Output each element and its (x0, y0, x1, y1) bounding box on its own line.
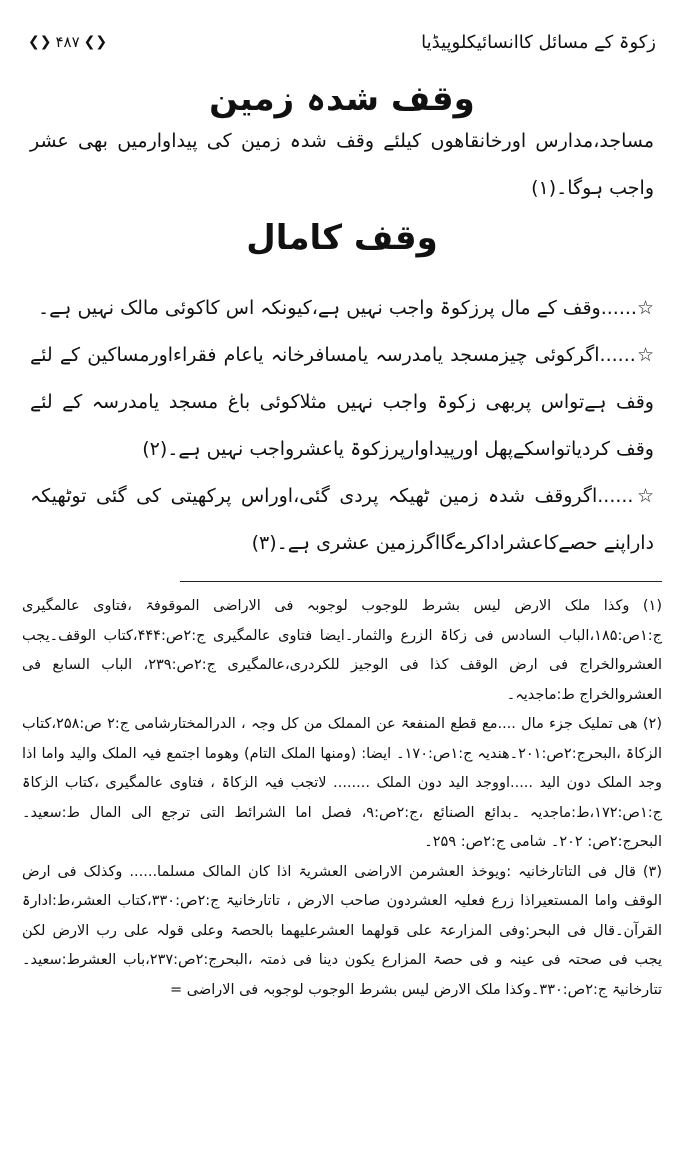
page-header (28, 24, 656, 60)
ornament-right-icon: ❮❯ (83, 34, 108, 50)
footnote-3: (۳) قال فی التاتارخانیہ :ویوخذ العشرمن الاراضی العشریۃ اذا کان المالک مسلما...... وکذلک فی ارض الوقف واما المستعیراذا زرع فعلیہ العشردون صاحب الارض ، تاتارخانیۃ ج:۲ص:۳۳۰،کتاب العشر،ط:ادارۃ القرآن۔قال فی البحر:وفی المزارعۃ علی قولھما العشرعلیھما بالحصۃ وعلی قولہ علی رب الارض لکن یجب فی صحتہ فی عینہ و فی حصۃ المزارع یکون دینا فی ذمتہ ،البحرج:۲ص:۲۳۷،باب العشرط:سعید۔تتارخانیۃ ج:۲ص:۳۳۰۔وکذا ملک الارض لیس بشرط الوجوب لوجوبہ فی الاراضی = (22, 863, 662, 998)
paragraph-waqf-land: مساجد،مدارس اورخانقاھوں کیلئے وقف شدہ زمین کی پیداوارمیں بھی عشر واجب ہوگا۔(۱) (30, 130, 654, 199)
footnote-2: (۲) ھی تملیک جزء مال ....مع قطع المنفعۃ عن المملک من کل وجہ ، الدرالمختارشامی ج:۲ ص:۲۵۸،کتاب الزکاۃ ،البحرج:۲ص:۲۰۱۔ھندیہ ج:۱ص:۱۷۰۔ ایضا: (ومنھا الملک التام) وھوما اجتمع فیہ الملک والید واما اذا وجد الملک دون الید .....اووجد الید دون الملک ........ لاتجب فیہ الزکاۃ ، فتاوی عالمگیری ،کتاب الزکاۃ ج:۱ص:۱۷۲،ط:ماجدیہ ۔بدائع الصنائع ،ج:۲ص:۹، فصل اما الشرائط التی ترجع الی المال ط:سعید۔ البحرج:۲ص: ۲۰۲۔ شامی ج:۲ص: ۲۵۹۔ (22, 716, 663, 850)
footnote-divider (180, 581, 662, 582)
book-title: زکوۃ کے مسائل کاانسائیکلوپیڈیا (421, 31, 656, 53)
paragraph-item-1: ☆......وقف کے مال پرزکوۃ واجب نہیں ہے،کیونکہ اس کاکوئی مالک نہیں ہے۔ (38, 297, 654, 319)
ornament-left-icon: ❮❯ (28, 34, 52, 50)
section-heading-waqf-land: وقف شدہ زمین (209, 79, 475, 119)
footnotes (22, 592, 662, 1005)
section-heading-waqf-property: وقف کامال (246, 218, 438, 258)
page-number-box (28, 33, 107, 51)
paragraph-item-3: ☆......اگروقف شدہ زمین ٹھیکہ پردی گئی،اوراس پرکھیتی کی گئی توٹھیکہ داراپنے حصےکاعشراداکرےگااگرزمین عشری ہے۔(۳) (30, 485, 654, 554)
footnote-1: (۱) وکذا ملک الارض لیس بشرط للوجوب لوجوبہ فی الاراضی الموقوفۃ ،فتاوی عالمگیری ج:۱ص:۱۸۵،الباب السادس فی زکاۃ الزرع والثمار۔ایضا فتاوی عالمگیری ج:۲ص:۴۴۴،کتاب الوقف۔یجب العشروالخراج فی ارض الوقف کذا فی الوجیز للکردری،عالمگیری ج:۲ص:۲۳۹، الباب السابع فی العشروالخراج ط:ماجدیہ۔ (22, 598, 662, 703)
paragraph-item-2: ☆......اگرکوئی چیزمسجد یامدرسہ یامسافرخانہ یاعام فقراءاورمساکین کے لئے وقف ہےتواس پربھی زکوۃ واجب نہیں مثلاکوئی باغ مسجد یامدرسہ کے لئے وقف کردیاتواسکےپھل اورپیداوارپرزکوۃ یاعشرواجب نہیں ہے۔(۲) (30, 344, 654, 460)
page-number: ۴۸۷ (55, 33, 80, 51)
